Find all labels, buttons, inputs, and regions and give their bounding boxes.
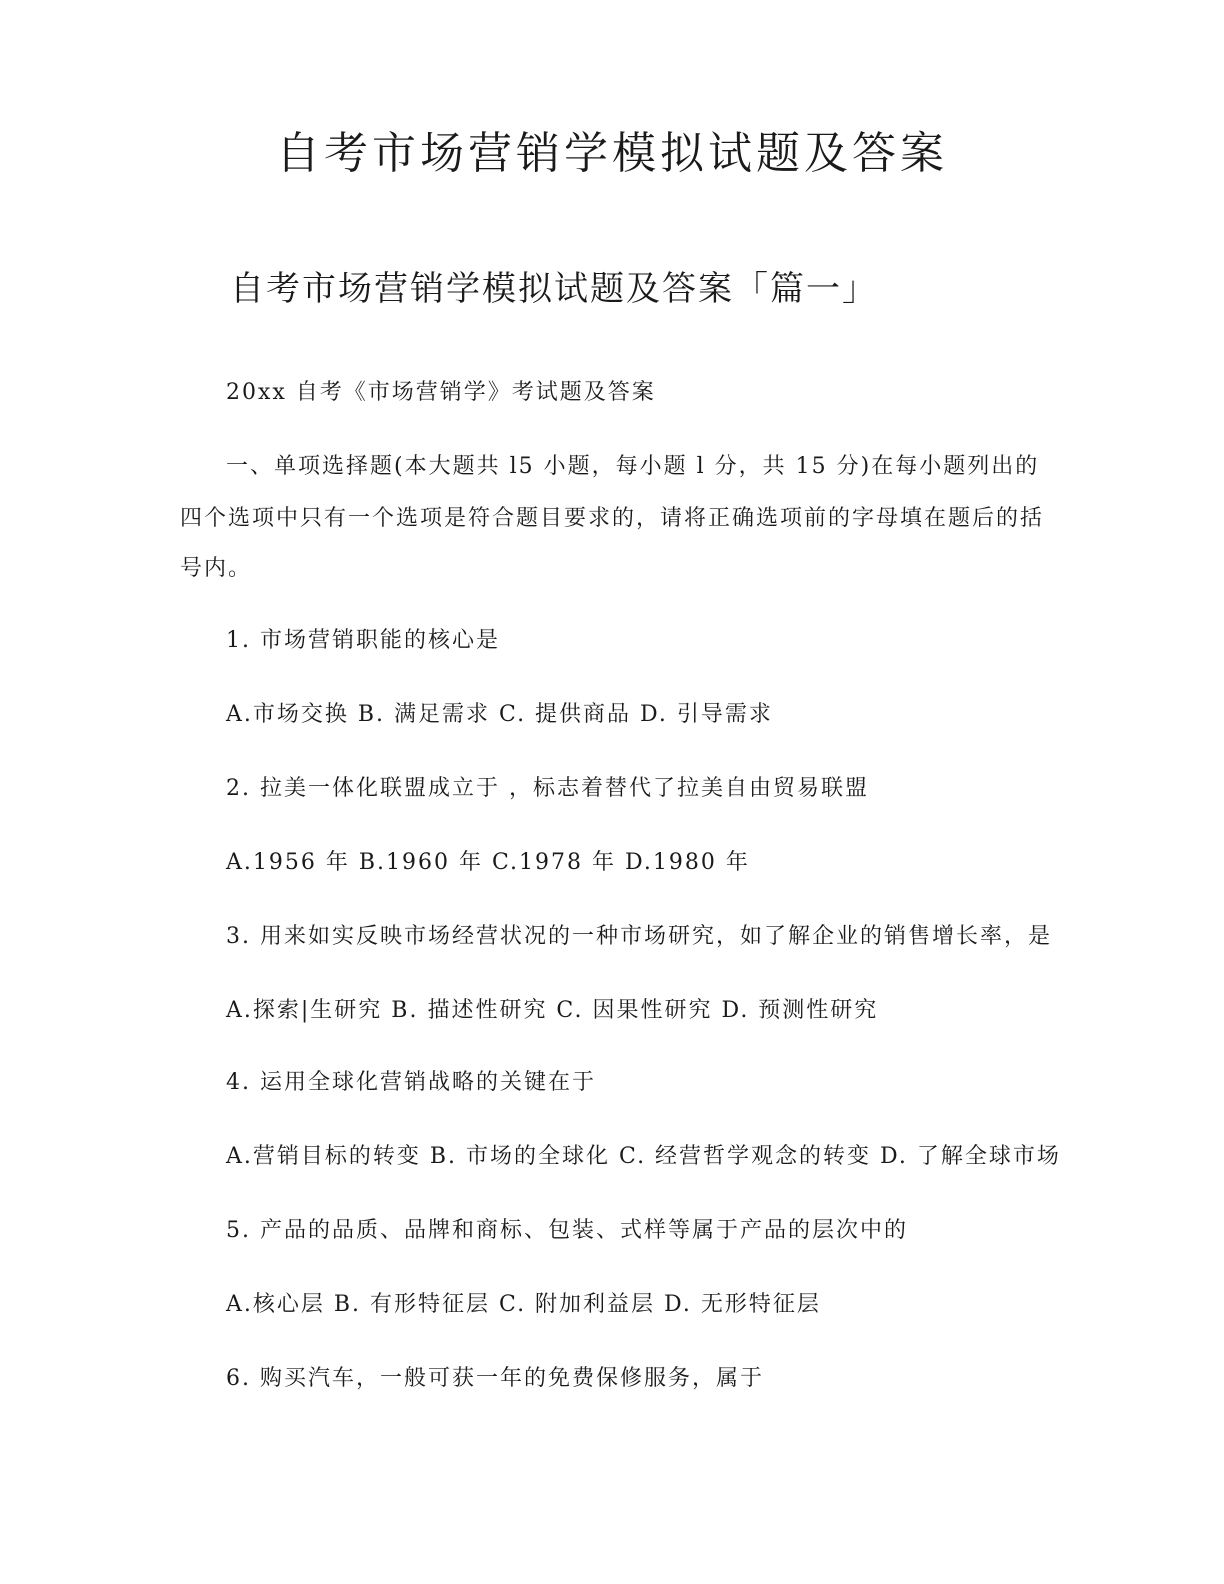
section-heading: 自考市场营销学模拟试题及答案「篇一」 bbox=[230, 269, 878, 309]
question-6-stem: 6. 购买汽车，一般可获一年的免费保修服务，属于 bbox=[226, 1366, 764, 1391]
instructions-line-1: 一、单项选择题(本大题共 l5 小题，每小题 l 分，共 15 分)在每小题列出的 bbox=[226, 454, 1040, 479]
question-3-stem: 3. 用来如实反映市场经营状况的一种市场研究，如了解企业的销售增长率，是 bbox=[226, 924, 1052, 949]
question-2-options: A.1956 年 B.1960 年 C.1978 年 D.1980 年 bbox=[226, 850, 750, 875]
document-title: 自考市场营销学模拟试题及答案 bbox=[276, 128, 948, 179]
exam-title: 20xx 自考《市场营销学》考试题及答案 bbox=[226, 380, 656, 405]
question-1-stem: 1. 市场营销职能的核心是 bbox=[226, 628, 500, 653]
question-4-stem: 4. 运用全球化营销战略的关键在于 bbox=[226, 1070, 596, 1095]
question-4-options: A.营销目标的转变 B. 市场的全球化 C. 经营哲学观念的转变 D. 了解全球市场 bbox=[226, 1144, 1061, 1169]
question-2-stem: 2. 拉美一体化联盟成立于 ，标志着替代了拉美自由贸易联盟 bbox=[226, 776, 869, 801]
instructions-line-3: 号内。 bbox=[180, 556, 253, 581]
question-5-stem: 5. 产品的品质、品牌和商标、包装、式样等属于产品的层次中的 bbox=[226, 1218, 908, 1243]
question-5-options: A.核心层 B. 有形特征层 C. 附加利益层 D. 无形特征层 bbox=[226, 1292, 821, 1317]
instructions-line-2: 四个选项中只有一个选项是符合题目要求的，请将正确选项前的字母填在题后的括 bbox=[180, 506, 1045, 531]
question-3-options: A.探索|生研究 B. 描述性研究 C. 因果性研究 D. 预测性研究 bbox=[226, 998, 879, 1023]
question-1-options: A.市场交换 B. 满足需求 C. 提供商品 D. 引导需求 bbox=[226, 702, 773, 727]
